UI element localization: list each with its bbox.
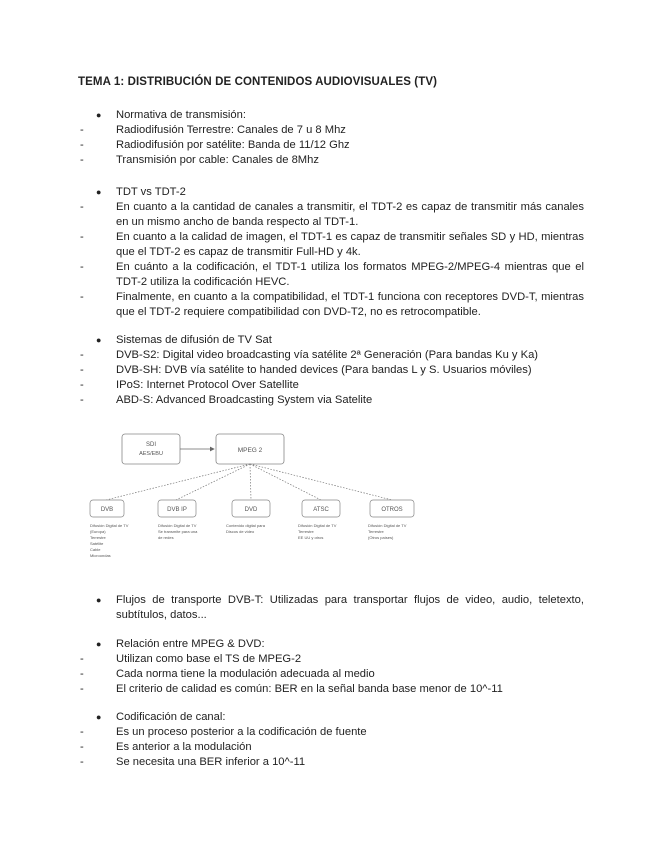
section-tdt xyxy=(80,185,584,320)
source-label-1: SDI xyxy=(145,442,157,448)
list-item: - Utilizan como base el TS de MPEG-2 xyxy=(80,653,302,665)
node-dvb xyxy=(90,500,129,558)
hub-label: MPEG 2 xyxy=(237,447,263,454)
connector-line xyxy=(250,464,251,500)
source-box xyxy=(122,434,180,464)
list-item: - DVB-S2: Digital video broadcasting vía satélite 2ª Generación (Para bandas Ku y Ka) xyxy=(80,349,539,361)
list-item: - ABD-S: Advanced Broadcasting System via Satelite xyxy=(80,394,373,406)
list-item: - DVB-SH: DVB vía satélite to handed devices (Para bandas L y S. Usuarios móviles) xyxy=(80,364,532,376)
list-item: - Transmisión por cable: Canales de 8Mhz xyxy=(80,154,319,166)
svg-text:de redes: de redes xyxy=(158,535,174,540)
section-tv-sat xyxy=(80,333,584,408)
svg-text:Difusión Digital de TV: Difusión Digital de TV xyxy=(158,523,197,528)
node-otros xyxy=(368,500,414,540)
svg-text:Difusión Digital de TV: Difusión Digital de TV xyxy=(90,523,129,528)
svg-text:DVB: DVB xyxy=(100,507,114,513)
bullet-heading: ● TDT vs TDT-2 xyxy=(96,186,186,198)
svg-text:Microondas: Microondas xyxy=(90,553,111,558)
list-item: - En cuánto a la codificación, el TDT-1 utiliza los formatos MPEG-2/MPEG-4 mientras que el TDT-2 utiliza la codificación HEVC. xyxy=(80,261,584,288)
section-flujos xyxy=(94,593,584,623)
list-item: - Finalmente, en cuanto a la compatibilidad, el TDT-1 funciona con receptores DVD-T, mientras que el TDT-2 requiere compatibilidad con DVD-T2, no es retrocompatible. xyxy=(80,291,584,318)
list-item: - IPoS: Internet Protocol Over Satellite xyxy=(80,379,299,391)
svg-text:ATSC: ATSC xyxy=(313,507,329,513)
list-item: - El criterio de calidad es común: BER en la señal banda base menor de 10^-11 xyxy=(80,683,503,695)
svg-text:(Otros países): (Otros países) xyxy=(368,535,394,540)
svg-text:Contenido digital para: Contenido digital para xyxy=(226,523,265,528)
connector-line xyxy=(176,464,250,500)
mpeg-distribution-diagram xyxy=(86,428,426,573)
bullet-heading: ● Normativa de transmisión: xyxy=(96,109,246,121)
svg-text:Discos de video: Discos de video xyxy=(226,529,255,534)
list-item: - Se necesita una BER inferior a 10^-11 xyxy=(80,756,306,768)
svg-text:(Europa): (Europa) xyxy=(90,529,106,534)
node-dvd xyxy=(226,500,270,534)
svg-text:Satélite: Satélite xyxy=(90,541,104,546)
document-title: TEMA 1: DISTRIBUCIÓN DE CONTENIDOS AUDIOVISUALES (TV) xyxy=(78,76,438,88)
svg-text:Terrestre: Terrestre xyxy=(368,529,384,534)
section-codificacion xyxy=(80,710,584,770)
source-label-2: AES/EBU xyxy=(139,451,163,457)
svg-text:Cable: Cable xyxy=(90,547,101,552)
list-item: - Cada norma tiene la modulación adecuada al medio xyxy=(80,668,375,680)
connector-line xyxy=(250,464,321,500)
svg-text:DVD: DVD xyxy=(244,507,258,513)
svg-text:Difusión Digital de TV: Difusión Digital de TV xyxy=(298,523,337,528)
svg-text:Terrestre: Terrestre xyxy=(298,529,314,534)
svg-text:DVB IP: DVB IP xyxy=(167,507,187,513)
section-normativa xyxy=(80,108,584,168)
list-item: - Radiodifusión por satélite: Banda de 11/12 Ghz xyxy=(80,139,350,151)
section-mpeg-dvd xyxy=(80,637,584,697)
node-atsc xyxy=(298,500,340,540)
svg-text:Difusión Digital de TV: Difusión Digital de TV xyxy=(368,523,407,528)
list-item: - Radiodifusión Terrestre: Canales de 7 u 8 Mhz xyxy=(80,124,346,136)
svg-text:OTROS: OTROS xyxy=(381,507,403,513)
list-item: - En cuanto a la calidad de imagen, el TDT-1 es capaz de transmitir señales SD y HD, mientras que el TDT-2 es capaz de transmitir Full-HD y 4k. xyxy=(80,231,584,258)
bullet-heading: ● Flujos de transporte DVB-T: Utilizadas para transportar flujos de video, audio, teletexto, subtítulos, datos... xyxy=(96,594,584,621)
svg-text:Terrestre: Terrestre xyxy=(90,535,106,540)
bullet-heading: ● Codificación de canal: xyxy=(96,711,226,723)
bullet-heading: ● Sistemas de difusión de TV Sat xyxy=(96,334,272,346)
list-item: - Es anterior a la modulación xyxy=(80,741,252,753)
connector-line xyxy=(250,464,392,500)
connector-line xyxy=(106,464,250,500)
list-item: - En cuanto a la cantidad de canales a transmitir, el TDT-2 es capaz de transmitir más canales en un mismo ancho de banda respecto al TDT-1. xyxy=(80,201,584,228)
node-dvb-ip xyxy=(158,500,198,540)
svg-text:Se transmite para una: Se transmite para una xyxy=(158,529,198,534)
bullet-heading: ● Relación entre MPEG & DVD: xyxy=(96,638,265,650)
list-item: - Es un proceso posterior a la codificación de fuente xyxy=(80,726,367,738)
svg-text:EE UU y otros: EE UU y otros xyxy=(298,535,324,540)
